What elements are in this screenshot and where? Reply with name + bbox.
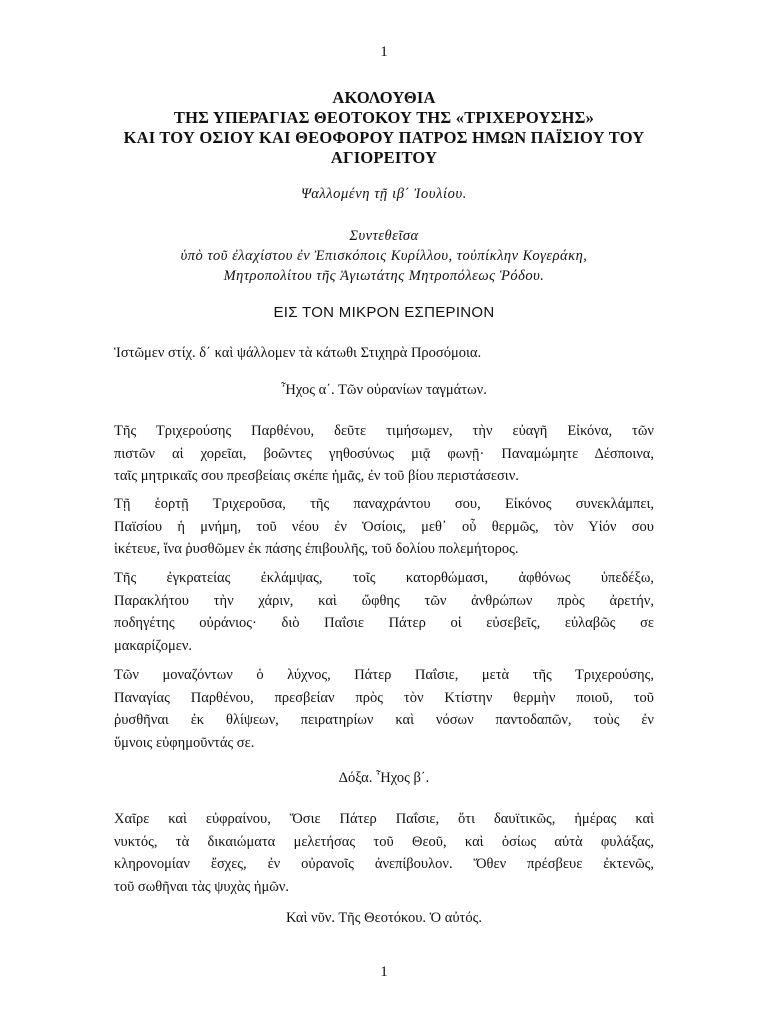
title-line: ΚΑΙ ΤΟΥ ΟΣΙΟΥ ΚΑΙ ΘΕΟΦΟΡΟΥ ΠΑΤΡΟΣ ΗΜΩΝ ΠΑΪΣΙΟΥ ΤΟΥ xyxy=(123,128,645,147)
hymn-4 xyxy=(114,664,654,754)
hymn-line: νυκτός, τὰ δικαιώματα μελετήσας τοῦ Θεοῦ, καὶ ὁσίως αὐτὰ φυλάξας, xyxy=(114,833,654,850)
hymn-line: Τῆς ἐγκρατείας ἐκλάμψας, τοῖς κατορθώμασι, ἀφθόνως ὑπεδέξω, xyxy=(114,570,654,586)
hymn-line: ταῖς μητρικαῖς σου πρεσβείαις σκέπε ἡμᾶς, ἐν τοῦ βίου περιστάσεσιν. xyxy=(114,468,519,484)
feast-date: Ψαλλομένη τῇ ιβ΄ Ἰουλίου. xyxy=(301,186,467,202)
doxa-heading: Δόξα. Ἦχος β΄. xyxy=(338,770,430,786)
theotokion-heading: Καὶ νῦν. Τῆς Θεοτόκου. Ὁ αὐτός. xyxy=(285,910,482,926)
hymn-line: τοῦ σωθῆναι τὰς ψυχὰς ἡμῶν. xyxy=(114,878,289,895)
page-number-bottom: 1 xyxy=(380,964,388,980)
document-title xyxy=(60,88,708,168)
page-number-top: 1 xyxy=(380,44,388,60)
hymn-line: Παρακλήτου τὴν χάριν, καὶ ὤφθης τῶν ἀνθρώπων πρὸς ἀρετήν, xyxy=(114,592,654,609)
hymn-line: ὕμνοις εὐφημοῦντάς σε. xyxy=(114,734,255,751)
hymn-line: Παϊσίου ἡ μνήμη, τοῦ νέου ἐν Ὁσίοις, μεθ᾽ οὗ θερμῶς, τὸν Υἱόν σου xyxy=(114,518,654,535)
tone-heading: Ἦχος α΄. Τῶν οὐρανίων ταγμάτων. xyxy=(281,382,487,398)
composer-credits xyxy=(0,226,768,286)
hymn-2 xyxy=(114,493,654,561)
doxa-hymn xyxy=(114,808,654,898)
composer-line: Μητροπολίτου τῆς Ἁγιωτάτης Μητροπόλεως Ῥόδου. xyxy=(223,268,545,284)
title-line: ΑΚΟΛΟΥΘΙΑ xyxy=(332,88,436,107)
composer-line: ὑπὸ τοῦ ἐλαχίστου ἐν Ἐπισκόποις Κυρίλλου, τοὐπίκλην Κογεράκη, xyxy=(180,248,588,264)
hymn-line: ποδηγέτης οὐράνιος· διὸ Παΐσιε Πάτερ οἱ εὐσεβεῖς, εὐλαβῶς σε xyxy=(114,615,654,631)
hymn-line: Τῇ ἑορτῇ Τριχεροῦσα, τῆς παναχράντου σου, Εἰκόνος συνεκλάμπει, xyxy=(114,496,654,512)
composed-label: Συντεθεῖσα xyxy=(349,228,419,244)
hymn-line: ἱκέτευε, ἵνα ῥυσθῶμεν ἐκ πάσης ἐπιβουλῆς, τοῦ δολίου πολεμήτορος. xyxy=(114,541,519,557)
rubric xyxy=(114,342,654,365)
hymn-line: Τῆς Τριχερούσης Παρθένου, δεῦτε τιμήσωμεν, τὴν εὐαγῆ Εἰκόνα, τῶν xyxy=(114,423,654,439)
hymn-1 xyxy=(114,420,654,488)
hymn-3 xyxy=(114,567,654,657)
hymn-line: Χαῖρε καὶ εὐφραίνου, Ὅσιε Πάτερ Παΐσιε, ὅτι δαυϊτικῶς, ἡμέρας καὶ xyxy=(114,811,654,827)
hymn-line: κληρονομίαν ἔσχες, ἐν οὐρανοῖς ἀνεπίβουλον. Ὅθεν πρέσβευε ἐκτενῶς, xyxy=(114,856,654,872)
hymn-line: μακαρίζομεν. xyxy=(114,637,193,654)
rubric-line: Ἱστῶμεν στίχ. δ΄ καὶ ψάλλομεν τὰ κάτωθι Στιχηρὰ Προσόμοια. xyxy=(114,345,482,361)
title-line: ΤΗΣ ΥΠΕΡΑΓΙΑΣ ΘΕΟΤΟΚΟΥ ΤΗΣ «ΤΡΙΧΕΡΟΥΣΗΣ» xyxy=(173,108,595,127)
section-heading: ΕΙΣ ΤΟΝ ΜΙΚΡΟΝ ΕΣΠΕΡΙΝΟΝ xyxy=(273,304,495,321)
hymn-line: Τῶν μοναζόντων ὁ λύχνος, Πάτερ Παΐσιε, μετὰ τῆς Τριχερούσης, xyxy=(114,667,654,683)
hymn-line: πιστῶν αἱ χορεῖαι, βοῶντες γηθοσύνως μιᾷ φωνῇ· Παναμώμητε Δέσποινα, xyxy=(114,445,654,462)
title-line: ΑΓΙΟΡΕΙΤΟΥ xyxy=(330,148,438,167)
hymn-line: ῥυσθῆναι ἐκ θλίψεων, πειρατηρίων καὶ νόσων παντοδαπῶν, τοὺς ἐν xyxy=(114,712,654,728)
hymn-line: Παναγίας Παρθένου, πρεσβείαν πρὸς τὸν Κτίστην θερμὴν ποιοῦ, τοῦ xyxy=(114,689,654,706)
